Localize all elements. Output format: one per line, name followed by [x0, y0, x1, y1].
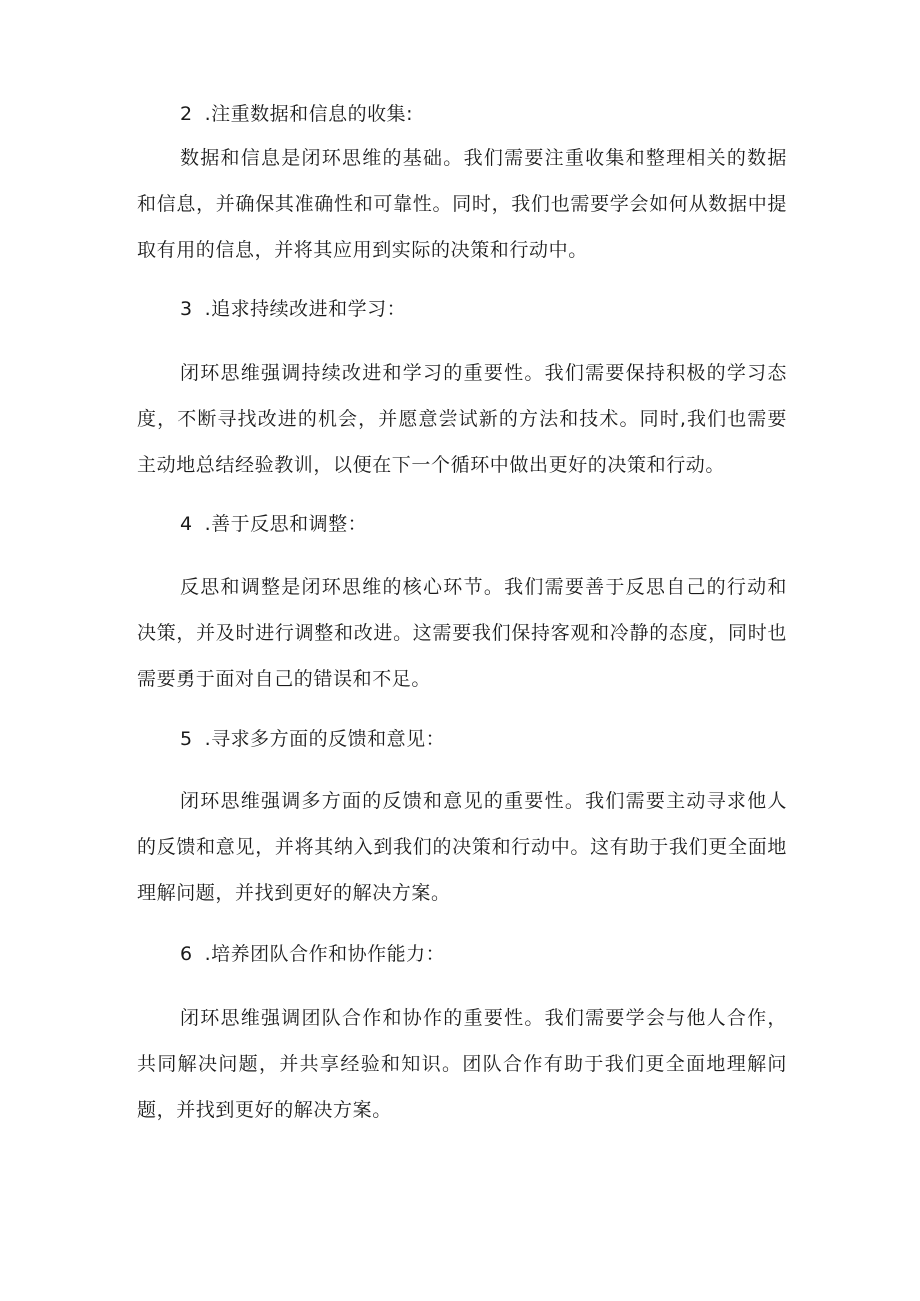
section-title: .培养团队合作和协作能力： — [204, 943, 446, 965]
section-number: 5 — [180, 728, 193, 750]
section-body-2: 数据和信息是闭环思维的基础。我们需要注重收集和整理相关的数据和信息，并确保其准确性和可靠性。同时，我们也需要学会如何从数据中提取有用的信息，并将其应用到实际的决策和行动中。 — [137, 147, 787, 261]
section-heading-5 — [180, 727, 445, 751]
section-body-3: 闭环思维强调持续改进和学习的重要性。我们需要保持积极的学习态度，不断寻找改进的机会，并愿意尝试新的方法和技术。同时,我们也需要主动地总结经验教训，以便在下一个循环中做出更好的决策和行动。 — [137, 362, 787, 476]
section-heading-4 — [180, 512, 367, 536]
section-title: .追求持续改进和学习： — [204, 298, 407, 320]
section-body-4: 反思和调整是闭环思维的核心环节。我们需要善于反思自己的行动和决策，并及时进行调整和改进。这需要我们保持客观和冷静的态度，同时也需要勇于面对自己的错误和不足。 — [137, 576, 787, 690]
section-heading-3 — [180, 297, 406, 321]
section-body-6: 闭环思维强调团队合作和协作的重要性。我们需要学会与他人合作，共同解决问题，并共享经验和知识。团队合作有助于我们更全面地理解问题，并找到更好的解决方案。 — [137, 1007, 787, 1121]
section-number: 2 — [180, 103, 193, 125]
section-number: 4 — [180, 513, 193, 535]
section-title: .善于反思和调整： — [204, 513, 368, 535]
section-number: 3 — [180, 298, 193, 320]
section-body-5: 闭环思维强调多方面的反馈和意见的重要性。我们需要主动寻求他人的反馈和意见，并将其纳入到我们的决策和行动中。这有助于我们更全面地理解问题，并找到更好的解决方案。 — [137, 790, 787, 904]
section-heading-2 — [180, 102, 413, 126]
section-title: .注重数据和信息的收集: — [204, 103, 414, 125]
section-number: 6 — [180, 943, 193, 965]
section-heading-6 — [180, 942, 445, 966]
section-title: .寻求多方面的反馈和意见： — [204, 728, 446, 750]
